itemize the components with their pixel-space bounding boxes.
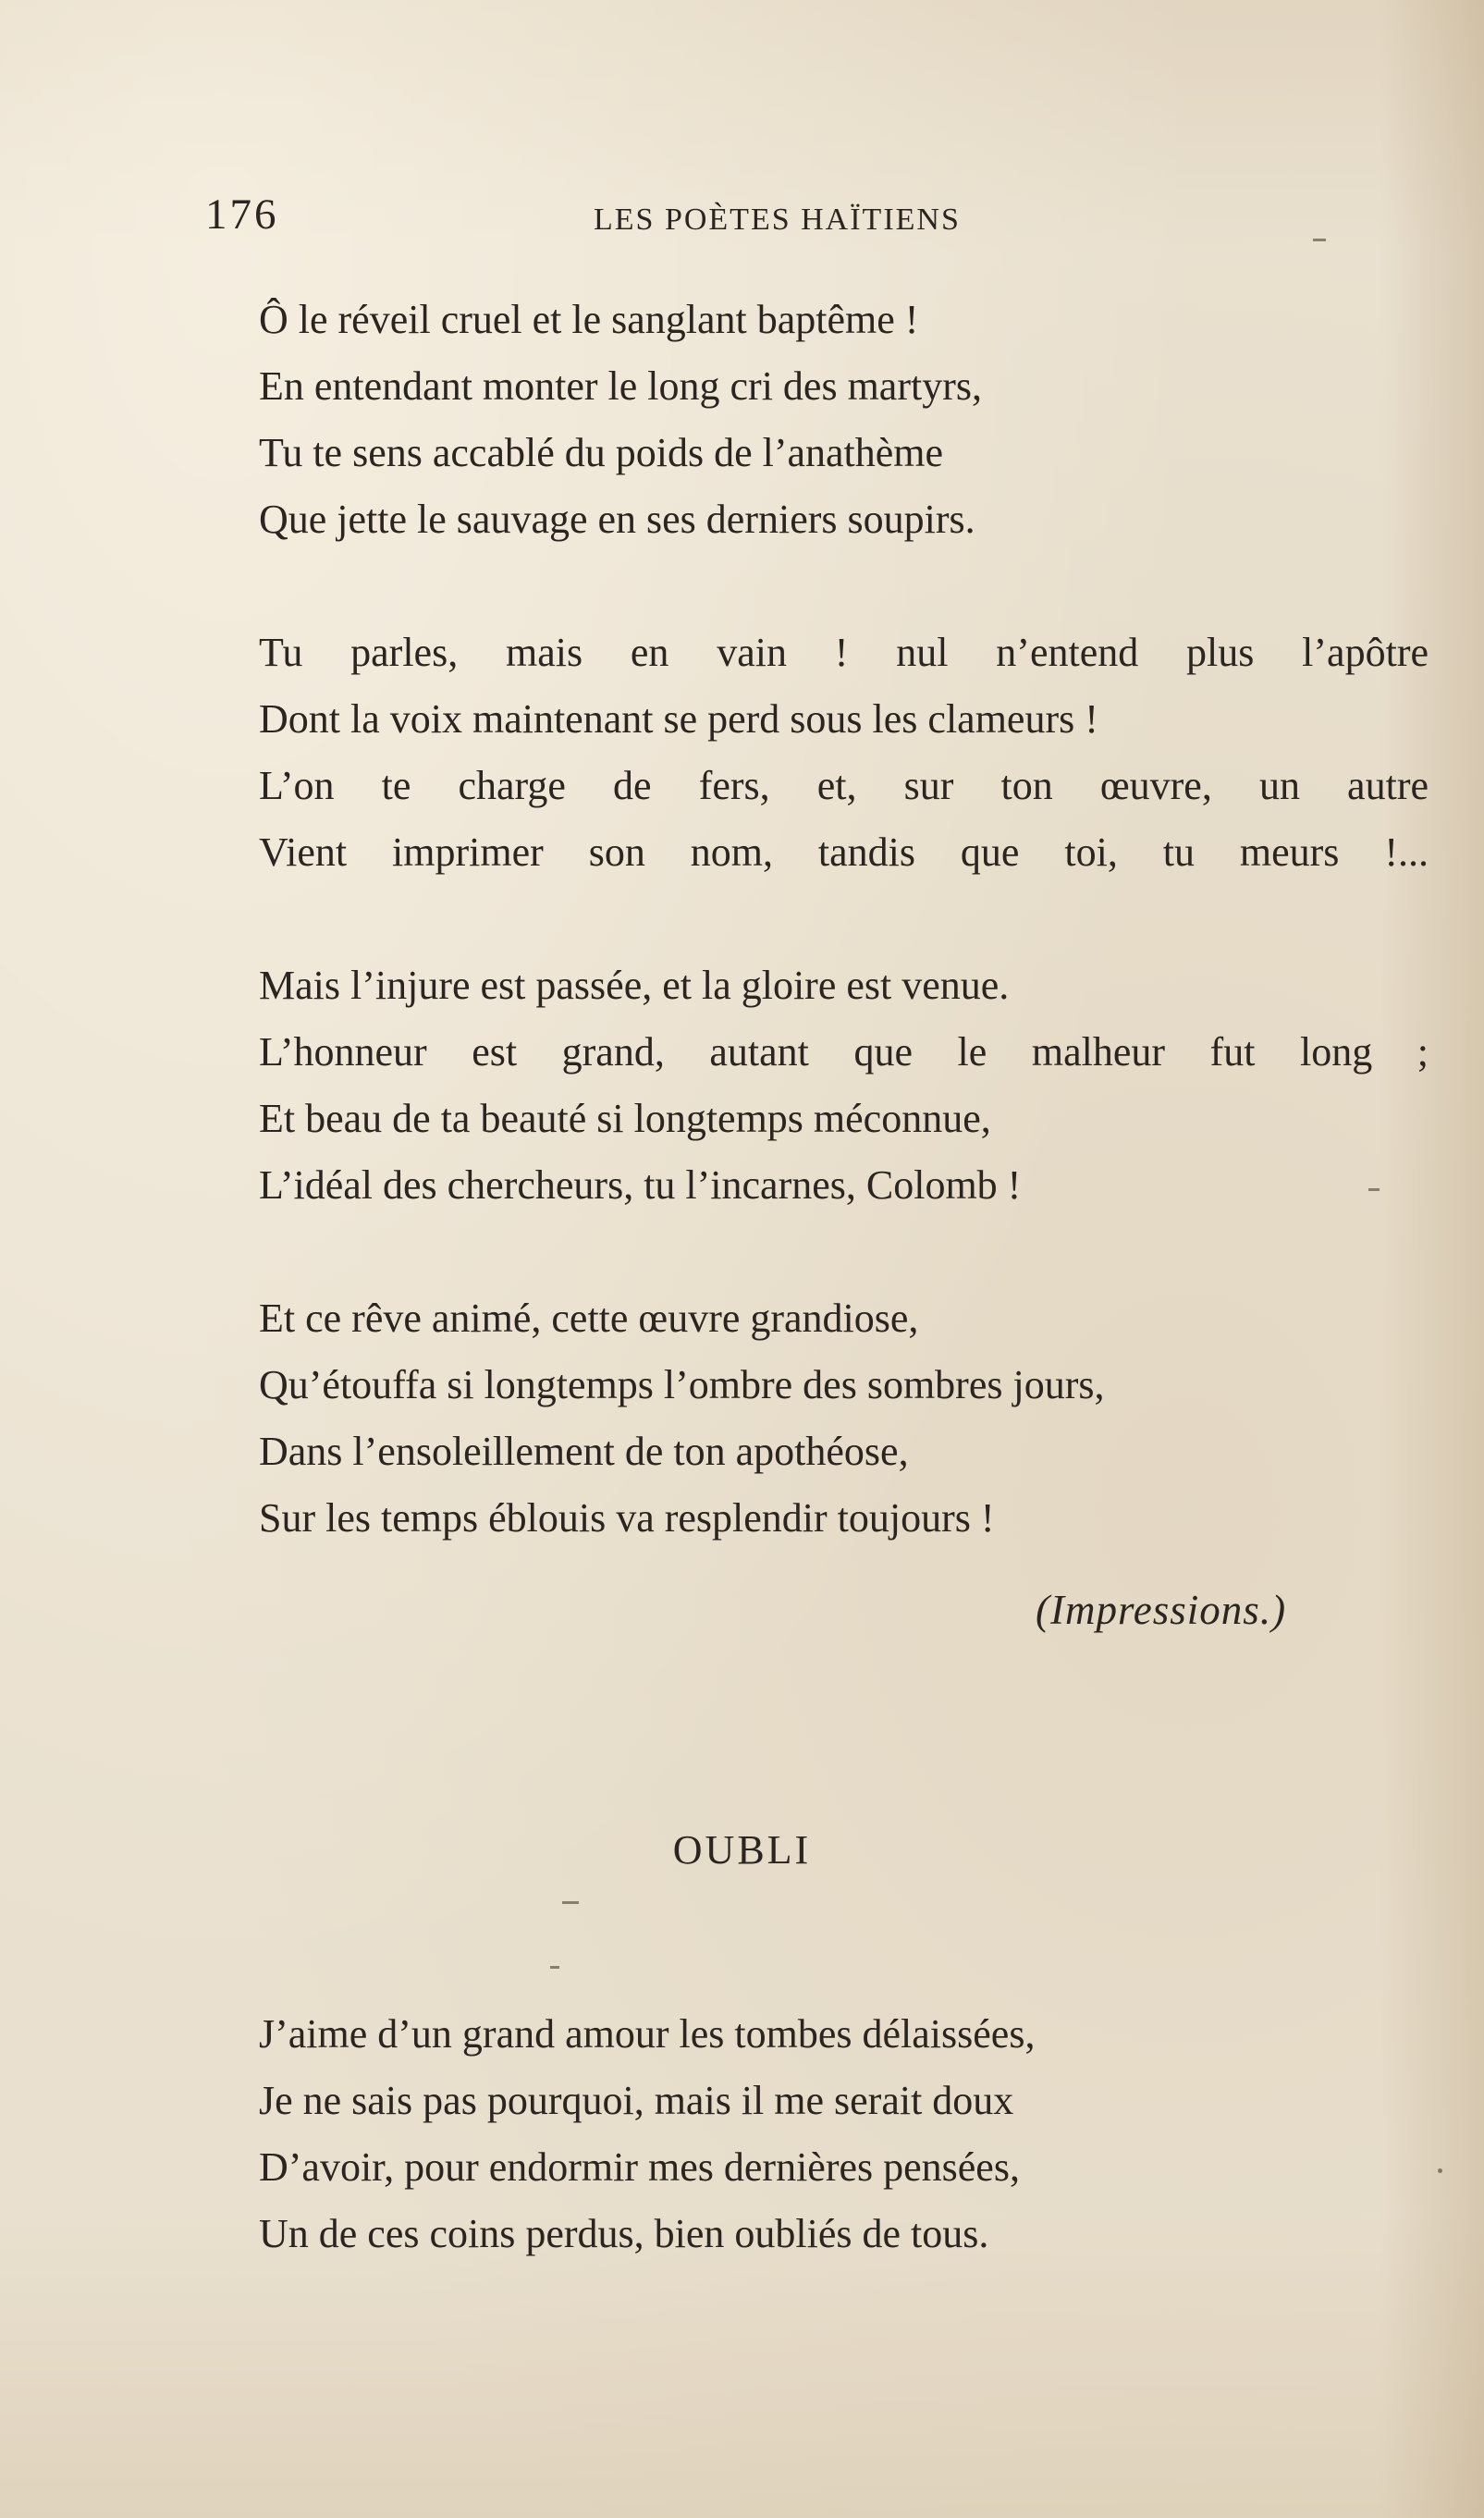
verse-line: En entendant monter le long cri des martyrs,: [259, 363, 982, 409]
paper-speck: [1368, 1188, 1380, 1191]
attribution: (Impressions.): [1036, 1587, 1287, 1633]
verse-line: Vient imprimer son nom, tandis que toi, tu meurs !...: [259, 829, 1429, 875]
verse-line: Tu parles, mais en vain ! nul n’entend plus l’apôtre: [259, 630, 1429, 675]
verse-line: Je ne sais pas pourquoi, mais il me serait doux: [259, 2078, 1014, 2123]
stanza-1: [259, 2001, 1442, 2267]
poem-continued: [259, 287, 1442, 1552]
poem-oubli: [259, 2001, 1442, 2267]
verse-line: Qu’étouffa si longtemps l’ombre des sombres jours,: [259, 1362, 1105, 1407]
verse-line: Sur les temps éblouis va resplendir toujours !: [259, 1495, 995, 1541]
verse-line: J’aime d’un grand amour les tombes délaissées,: [259, 2011, 1036, 2057]
stanza-3: [259, 952, 1442, 1219]
running-head: [0, 190, 1484, 245]
page-number: 176: [205, 190, 279, 239]
verse-line: Dont la voix maintenant se perd sous les clameurs !: [259, 696, 1098, 742]
paper-speck: [1313, 239, 1326, 241]
stanza-2: [259, 620, 1442, 886]
verse-line: Dans l’ensoleillement de ton apothéose,: [259, 1429, 909, 1474]
verse-line: Que jette le sauvage en ses derniers soupirs.: [259, 497, 975, 542]
verse-line: Tu te sens accablé du poids de l’anathème: [259, 430, 944, 475]
verse-line: Et beau de ta beauté si longtemps méconnue,: [259, 1096, 991, 1141]
verse-line: Et ce rêve animé, cette œuvre grandiose,: [259, 1296, 919, 1341]
running-title: LES POÈTES HAÏTIENS: [594, 203, 961, 237]
verse-line: Mais l’injure est passée, et la gloire est venue.: [259, 963, 1010, 1008]
verse-line: L’idéal des chercheurs, tu l’incarnes, Colomb !: [259, 1162, 1022, 1208]
paper-speck: [550, 1966, 559, 1969]
verse-line: Ô le réveil cruel et le sanglant baptême !: [259, 297, 919, 342]
stanza-1: [259, 287, 1442, 553]
verse-line: L’honneur est grand, autant que le malheur fut long ;: [259, 1029, 1429, 1075]
verse-line: D’avoir, pour endormir mes dernières pensées,: [259, 2144, 1020, 2190]
verse-line: L’on te charge de fers, et, sur ton œuvre, un autre: [259, 763, 1429, 808]
stanza-4: [259, 1285, 1442, 1552]
paper-speck: [1438, 2168, 1442, 2173]
verse-line: Un de ces coins perdus, bien oubliés de tous.: [259, 2211, 989, 2256]
poem-title: OUBLI: [672, 1827, 812, 1873]
paper-speck: [562, 1901, 579, 1904]
